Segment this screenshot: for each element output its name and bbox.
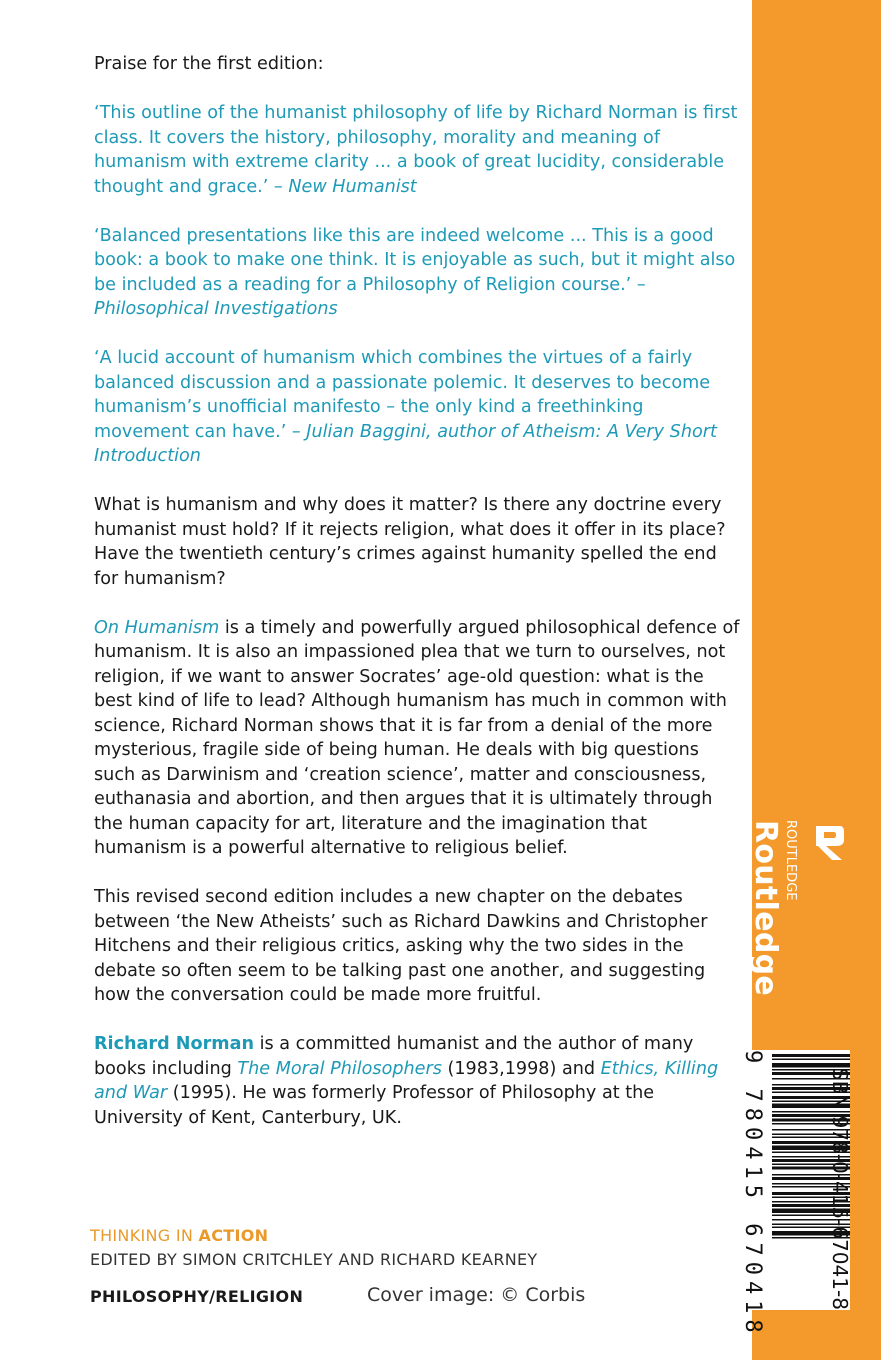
blurb-questions: What is humanism and why does it matter? Is there any doctrine every humanist must hold? If it rejects religion, what does it offer in its place? Have the twentieth century’s crimes against humanity spelled the end for humanism? xyxy=(94,495,726,589)
barcode-bar xyxy=(772,1059,850,1061)
book-ref-2: Ethics, Killing and War xyxy=(94,1058,719,1103)
review-source-1: New Humanist xyxy=(288,176,417,197)
review-quote-2: ‘Balanced presentations like this are indeed welcome ... This is a good book: a book to make one think. It is enjoyable as such, but it might also be included as a reading for a Philosophy of Religion course.’ – Philosophical Investigations xyxy=(94,225,736,319)
isbn-number: ISBN 978-0-415-67041-8 xyxy=(828,1062,852,1310)
book-ref-1: The Moral Philosophers xyxy=(237,1058,442,1079)
review-quote-1: ‘This outline of the humanist philosophy of life by Richard Norman is first class. It covers the history, philosophy, morality and meaning of humanism with extreme clarity ... a book of great lucidity, considerable thought and grace.’ – New Humanist xyxy=(94,103,738,197)
series-block xyxy=(90,1224,710,1272)
cover-credit: Cover image: © Corbis xyxy=(367,1284,586,1306)
author-bio: Richard Norman is a committed humanist and the author of many books including The Moral Philosophers (1983,1998) and Ethics, Killing and War (1995). He was formerly Professor of Philosophy at the University of Kent, Canterbury, UK. xyxy=(94,1034,719,1128)
subject-category: PHILOSOPHY/RELIGION xyxy=(90,1287,304,1306)
review-source-2: Philosophical Investigations xyxy=(94,299,338,319)
series-editors: EDITED BY SIMON CRITCHLEY AND RICHARD KEARNEY xyxy=(90,1250,538,1269)
publisher-group: Taylor & Francis Group xyxy=(733,820,748,967)
publisher-logo-label: ROUTLEDGE xyxy=(783,820,798,901)
praise-heading: Praise for the first edition: xyxy=(94,54,324,74)
blurb-description: On Humanism is a timely and powerfully argued philosophical defence of humanism. It is also an impassioned plea that we turn to ourselves, not religion, if we want to answer Socrates’ age-old question: what is the best kind of life to lead? Although humanism has much in common with science, Richard Norman shows that it is far from a denial of the more mysterious, fragile side of being human. He deals with big questions such as Darwinism and ‘creation science’, matter and consciousness, euthanasia and abortion, and then argues that it is ultimately through the human capacity for art, literature and the imagination that humanism is a powerful alternative to religious belief. xyxy=(94,617,740,858)
back-cover-text xyxy=(94,52,744,1155)
publisher-name: Routledge xyxy=(748,820,783,997)
book-title: On Humanism xyxy=(94,617,220,638)
publisher-imprint xyxy=(703,820,798,996)
routledge-logo-icon xyxy=(812,822,846,862)
publisher-tagline: an informa business xyxy=(703,820,718,952)
barcode-digits: 9 780415 670418 xyxy=(740,1050,765,1339)
series-title: THINKING IN ACTION xyxy=(90,1226,269,1245)
review-source-3: Julian Baggini, author of Atheism: A Very Short Introduction xyxy=(94,421,717,466)
review-quote-3: ‘A lucid account of humanism which combines the virtues of a fairly balanced discussion and a passionate polemic. It deserves to become humanism’s unofficial manifesto – the only kind a freethinking movement can have.’ – Julian Baggini, author of Atheism: A Very Short Introduction xyxy=(94,348,717,466)
barcode-bar xyxy=(772,1054,850,1057)
publisher-url: www.routledge.com xyxy=(718,820,733,950)
author-name: Richard Norman xyxy=(94,1034,255,1054)
edition-note: This revised second edition includes a new chapter on the debates between ‘the New Atheists’ such as Richard Dawkins and Christopher Hitchens and their religious critics, asking why the two sides in the debate so often seem to be talking past one another, and suggesting how the conversation could be made more fruitful. xyxy=(94,887,708,1005)
